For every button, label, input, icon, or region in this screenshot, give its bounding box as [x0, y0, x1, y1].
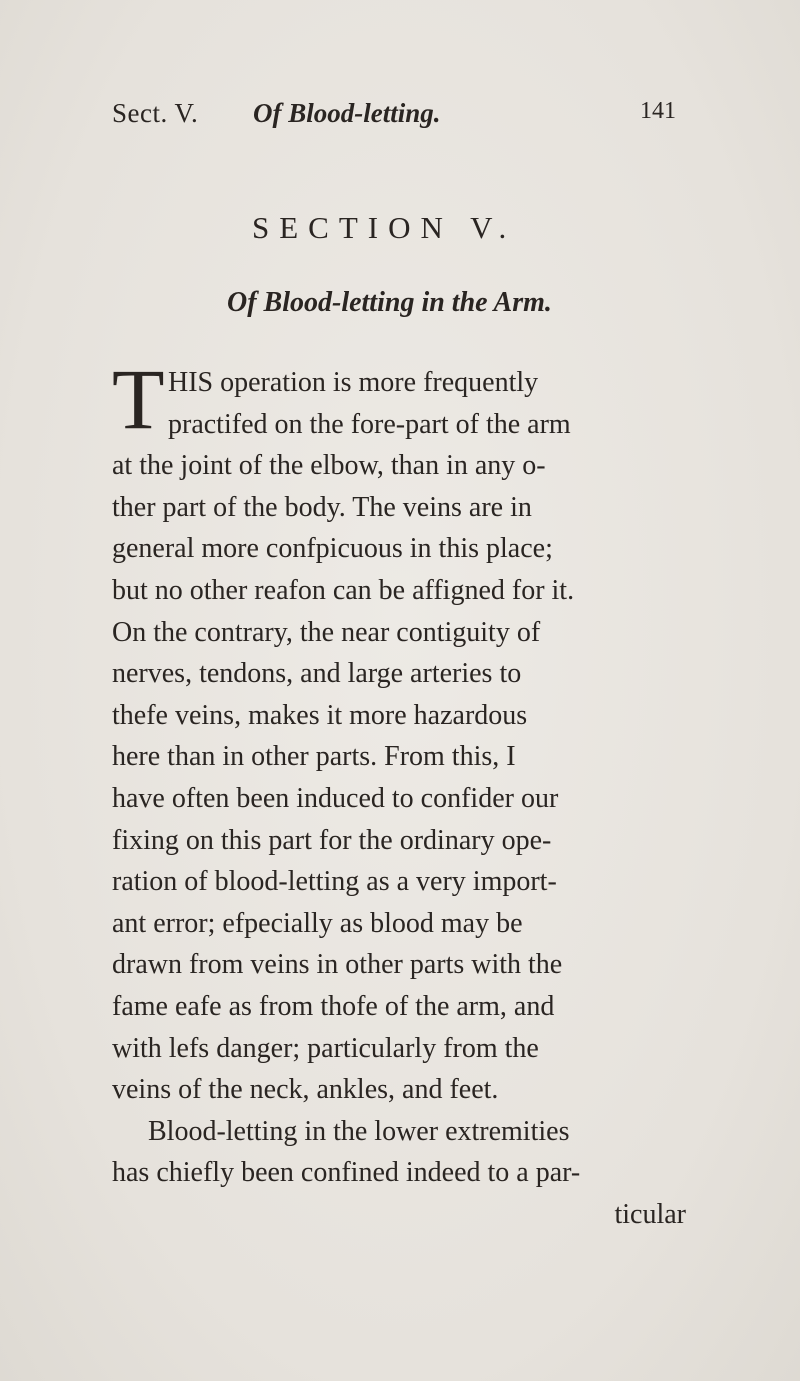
text-line: ration of blood-letting as a very import- [112, 866, 557, 898]
text-line: fame eafe as from thofe of the arm, and [112, 990, 555, 1022]
text-line: but no other reafon can be affigned for it. [112, 574, 575, 606]
text-line: On the contrary, the near contiguity of [112, 616, 541, 648]
text-line: with lefs danger; particularly from the [112, 1032, 539, 1064]
text-line: have often been induced to confider our [112, 782, 559, 814]
text-line: here than in other parts. From this, I [112, 741, 516, 773]
text-line: at the joint of the elbow, than in any o- [112, 450, 546, 482]
section-heading: SECTION V. [252, 210, 517, 245]
text-line: practifed on the fore-part of the arm [168, 408, 571, 440]
running-head-section: Sect. V. [112, 98, 199, 128]
catchword: ticular [614, 1198, 686, 1230]
text-line: nerves, tendons, and large arteries to [112, 658, 522, 690]
text-line: general more confpicuous in this place; [112, 533, 553, 565]
running-head-title: Of Blood-letting. [253, 98, 441, 128]
text-line: fixing on this part for the ordinary ope- [112, 824, 552, 856]
text-line: thefe veins, makes it more hazardous [112, 699, 528, 731]
running-head [0, 98, 800, 138]
text-line: Blood-letting in the lower extremities [148, 1115, 570, 1147]
text-line: has chiefly been confined indeed to a par- [112, 1157, 581, 1189]
body-text [112, 351, 692, 1235]
text-line: veins of the neck, ankles, and feet. [112, 1074, 499, 1106]
text-line: ant error; efpecially as blood may be [112, 907, 523, 939]
page-number: 141 [640, 98, 676, 124]
text-line: HIS operation is more frequently [168, 367, 539, 398]
drop-cap: T [112, 351, 165, 447]
text-line: drawn from veins in other parts with the [112, 949, 563, 981]
text-line: ther part of the body. The veins are in [112, 491, 532, 523]
section-subtitle: Of Blood-letting in the Arm. [227, 287, 552, 318]
